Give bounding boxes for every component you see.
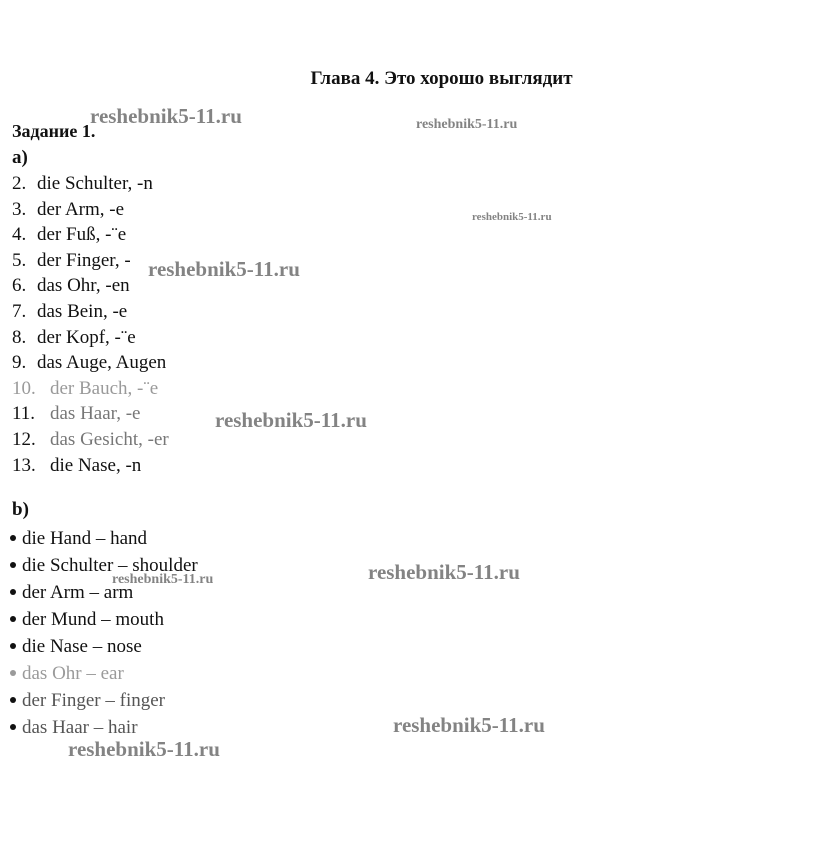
section-a-list [12, 171, 169, 478]
item-text: das Ohr, -en [37, 275, 130, 297]
item-text: der Bauch, -¨e [50, 377, 159, 399]
item-text: der Mund – mouth [22, 609, 164, 630]
item-text: die Schulter – shoulder [22, 555, 198, 576]
item-number: 3. [12, 198, 27, 220]
list-item [10, 633, 198, 660]
item-number: 6. [12, 275, 27, 297]
list-item [12, 427, 169, 453]
item-text: das Bein, -e [37, 300, 128, 322]
item-number: 12. [12, 428, 36, 450]
watermark: reshebnik5-11.ru [90, 104, 242, 128]
list-item [12, 299, 169, 325]
item-text: das Haar, -e [50, 403, 141, 425]
item-number: 5. [12, 249, 27, 271]
list-item [10, 525, 198, 552]
bullet-icon [10, 697, 16, 703]
bullet-icon [10, 562, 16, 568]
item-number: 4. [12, 224, 27, 246]
watermark: reshebnik5-11.ru [393, 713, 545, 737]
watermark: reshebnik5-11.ru [112, 572, 214, 587]
item-number: 2. [12, 173, 27, 194]
item-number: 7. [12, 300, 27, 322]
task-label: Задание 1. [12, 121, 96, 141]
list-item [12, 453, 169, 479]
item-number: 9. [12, 352, 27, 374]
item-number: 10. [12, 377, 36, 399]
item-text: der Finger – finger [22, 690, 165, 711]
item-text: das Haar – hair [22, 717, 138, 738]
list-item [12, 273, 169, 299]
watermark: reshebnik5-11.ru [148, 257, 300, 281]
section-b-list [10, 525, 198, 741]
list-item [12, 376, 169, 402]
item-text: der Kopf, -¨e [37, 326, 136, 348]
list-item [12, 350, 169, 376]
bullet-icon [10, 724, 16, 730]
bullet-icon [10, 589, 16, 595]
item-text: der Arm, -e [37, 198, 125, 220]
item-text: die Nase – nose [22, 636, 142, 657]
item-text: der Arm – arm [22, 582, 134, 603]
watermark: reshebnik5-11.ru [215, 408, 367, 432]
list-item [12, 248, 169, 274]
list-item [12, 222, 169, 248]
watermark: reshebnik5-11.ru [416, 117, 518, 132]
item-text: die Schulter, -n [37, 173, 153, 194]
watermark: reshebnik5-11.ru [472, 211, 552, 223]
bullet-icon [10, 643, 16, 649]
list-item [10, 687, 198, 714]
list-item [10, 660, 198, 687]
watermark: reshebnik5-11.ru [368, 560, 520, 584]
bullet-icon [10, 616, 16, 622]
list-item [12, 401, 169, 427]
bullet-icon [10, 535, 16, 541]
item-number: 13. [12, 454, 36, 476]
chapter-title: Глава 4. Это хорошо выглядит [310, 68, 573, 89]
item-text: der Finger, - [37, 249, 131, 271]
list-item [12, 325, 169, 351]
item-text: die Hand – hand [22, 528, 148, 549]
item-text: das Gesicht, -er [50, 428, 169, 450]
section-a-label: a) [12, 147, 28, 168]
item-number: 8. [12, 326, 27, 348]
section-b-label: b) [12, 499, 29, 520]
list-item [10, 606, 198, 633]
item-text: das Auge, Augen [37, 352, 167, 374]
bullet-icon [10, 670, 16, 676]
list-item [12, 197, 169, 223]
list-item [12, 171, 169, 197]
watermark: reshebnik5-11.ru [68, 737, 220, 761]
item-text: die Nase, -n [50, 454, 142, 476]
item-text: das Ohr – ear [22, 663, 124, 684]
item-number: 11. [12, 403, 36, 425]
item-text: der Fuß, -¨e [37, 224, 127, 246]
